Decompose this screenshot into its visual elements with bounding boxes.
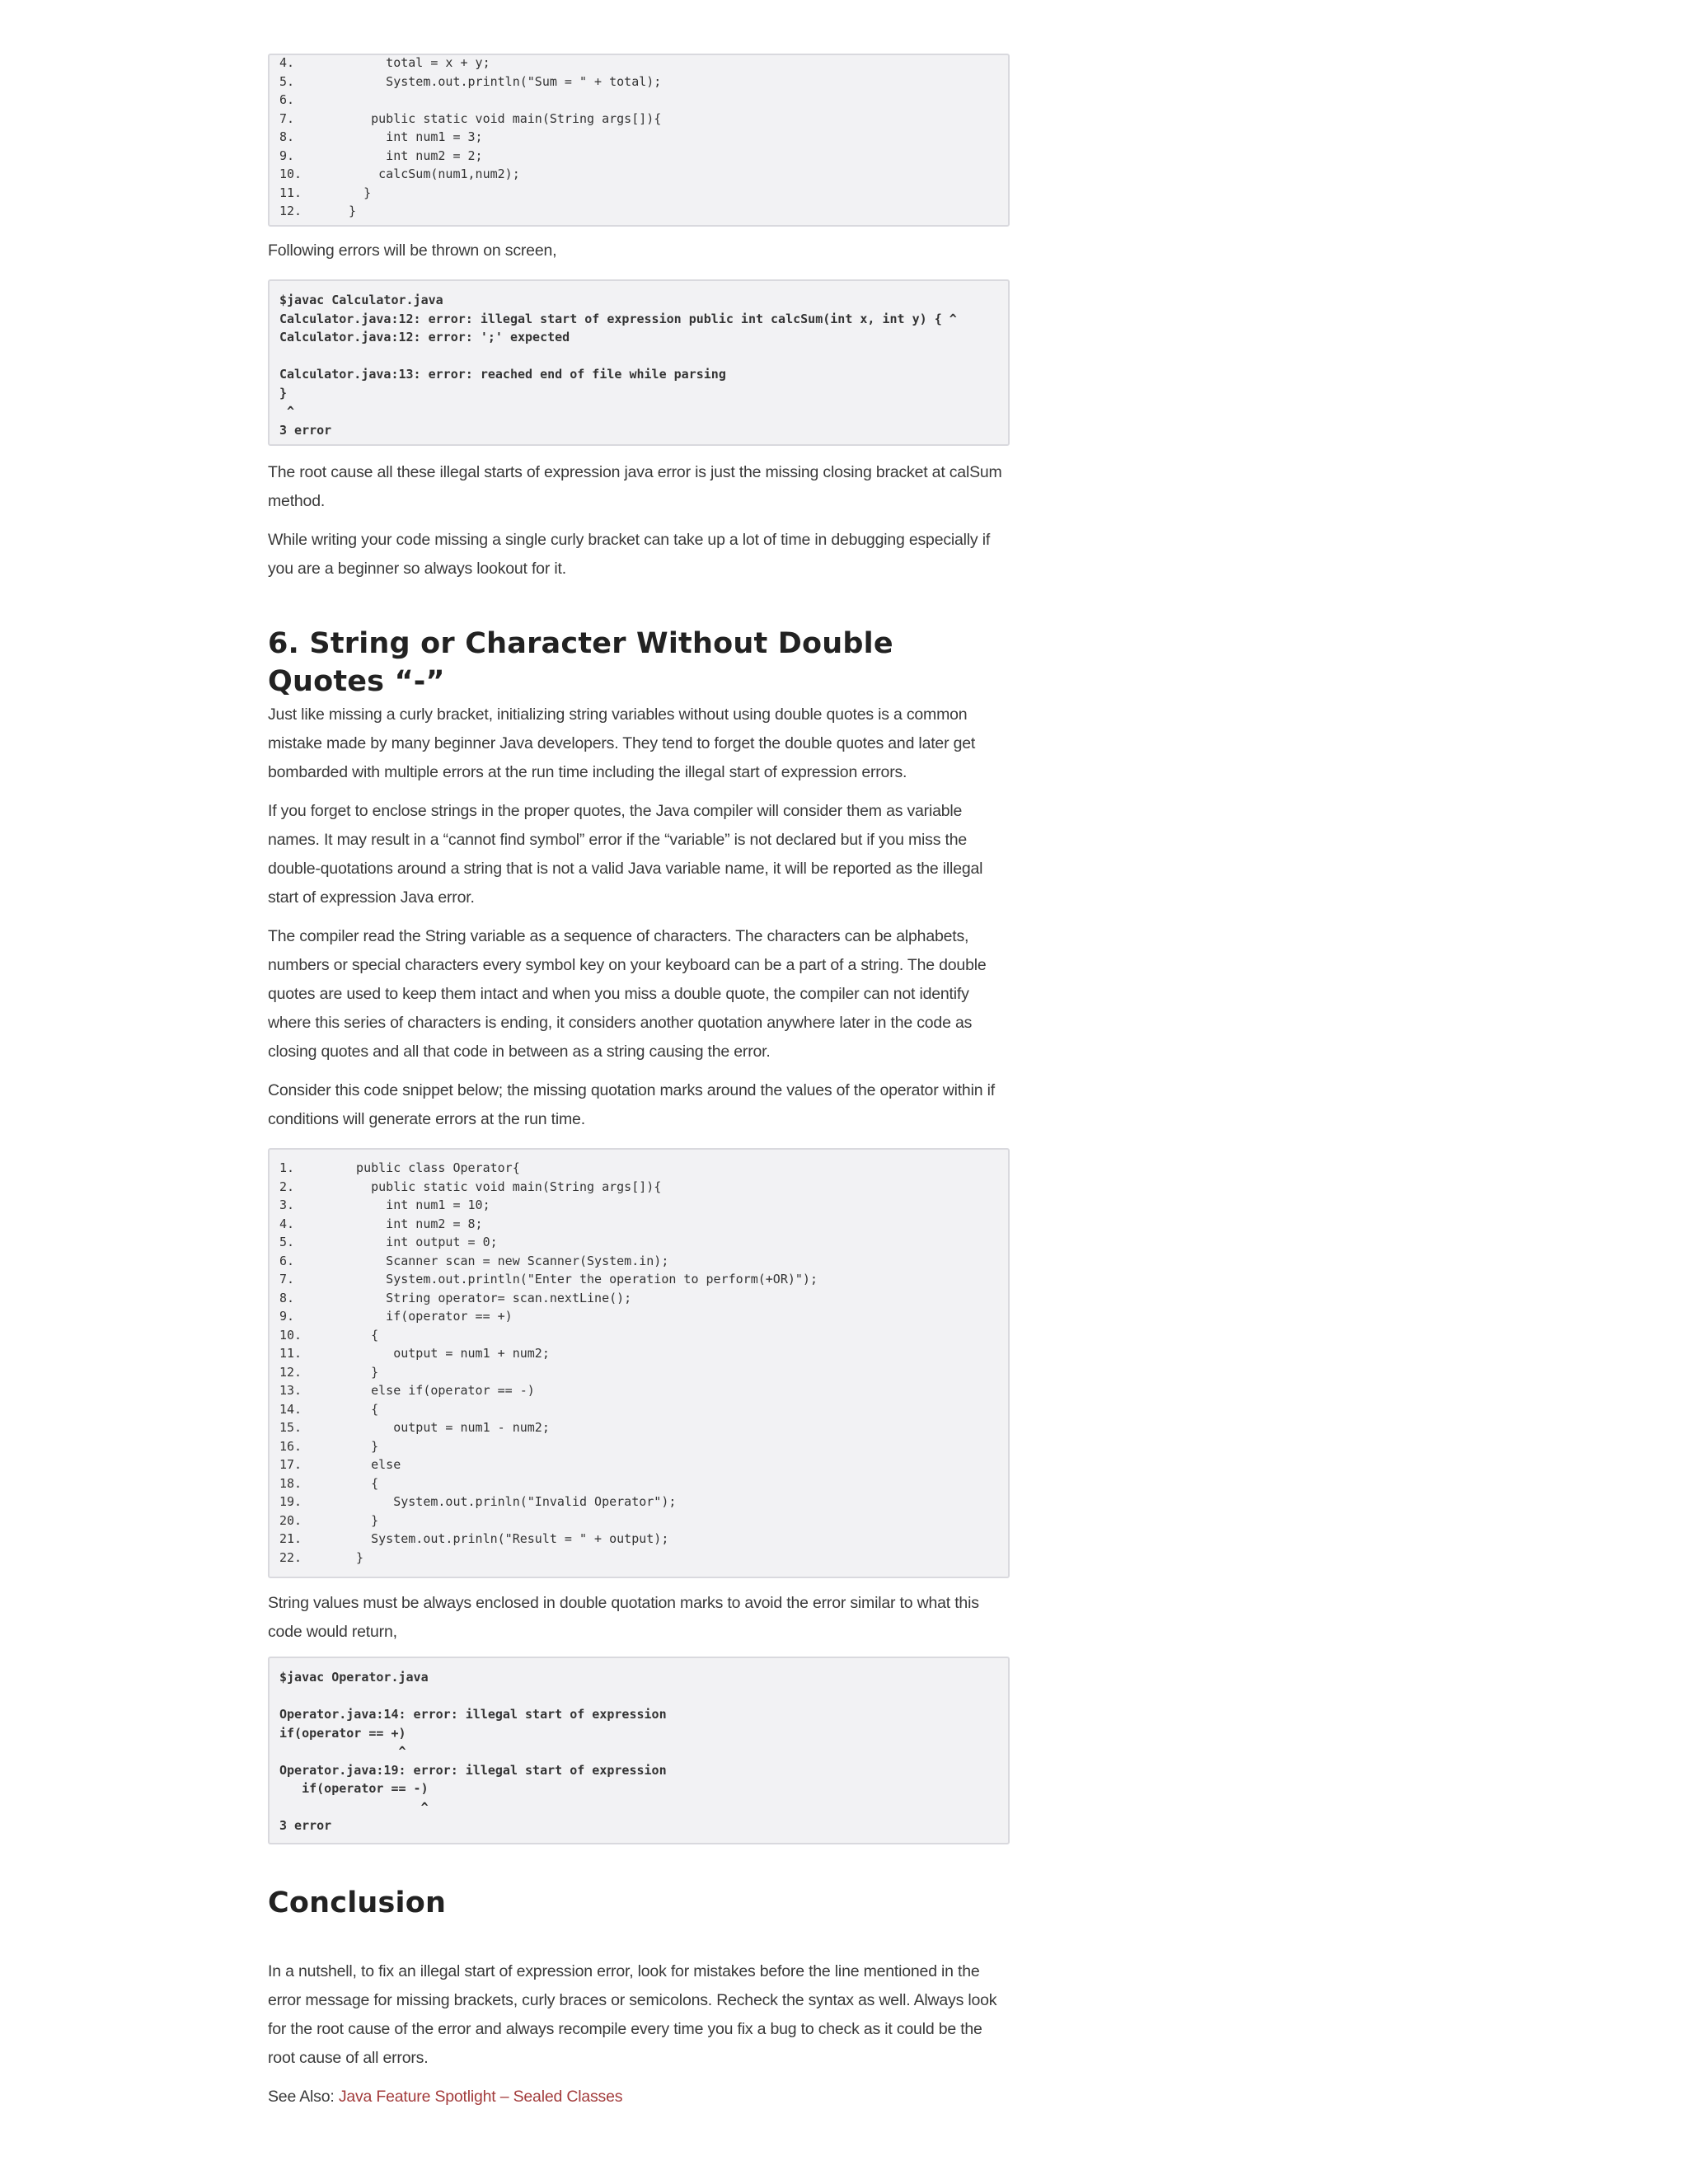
code-text: int num1 = 10; xyxy=(341,1197,490,1212)
code-line xyxy=(279,147,661,166)
line-number: 13. xyxy=(279,1383,302,1398)
see-also xyxy=(268,2083,1010,2111)
code-text: else if(operator == -) xyxy=(341,1383,535,1398)
code-line xyxy=(279,1363,818,1382)
line-number: 3. xyxy=(279,1197,295,1212)
code-line xyxy=(279,1400,818,1419)
code-line xyxy=(279,1159,818,1178)
line-number: 7. xyxy=(279,1272,295,1286)
code-line xyxy=(279,1215,818,1234)
paragraph-string-values: String values must be always enclosed in double quotation marks to avoid the error similar to what this code would return, xyxy=(268,1594,979,1641)
code-line xyxy=(279,110,661,129)
code-line xyxy=(279,1493,818,1511)
code-text: } xyxy=(341,1512,379,1528)
line-number: 14. xyxy=(279,1401,302,1417)
code-text: System.out.println("Sum = " + total); xyxy=(341,73,662,89)
line-number: 9. xyxy=(279,1309,295,1324)
output-line: if(operator == +) xyxy=(279,1725,406,1741)
code-text: if(operator == +) xyxy=(341,1309,513,1324)
line-number: 22. xyxy=(279,1549,302,1565)
output-line: Calculator.java:12: error: illegal start of expression public int calcSum(int x, int y) { ^ xyxy=(279,311,957,326)
code-text: output = num1 - num2; xyxy=(341,1420,550,1435)
code-line xyxy=(279,165,661,184)
output-line: 3 error xyxy=(279,1818,332,1833)
code-text: } xyxy=(341,1438,379,1454)
line-number: 7. xyxy=(279,110,295,126)
code-line xyxy=(279,202,661,221)
paragraph-string-2: If you forget to enclose strings in the proper quotes, the Java compiler will consider them as variable names. It may result in a “cannot find symbol” error if the “variable” is not declared but if you miss the double-quotations around a string that is not a valid Java variable name, it will be reported as the illegal start of expression Java error. xyxy=(268,802,983,907)
code-line xyxy=(279,73,661,91)
line-number: 4. xyxy=(279,1216,295,1231)
paragraph-string-3: The compiler read the String variable as a sequence of characters. The characters can be alphabets, numbers or special characters every symbol key on your keyboard can be a part of a string. The double quotes are used to keep them intact and when you miss a double quote, the compiler can not identify where this series of characters is ending, it considers another quotation anywhere later in the code as closing quotes and all that code in between as a string causing the error. xyxy=(268,927,987,1061)
compiler-output-calculator xyxy=(268,279,1010,446)
section-heading-string-quotes: 6. String or Character Without Double Quotes “-” xyxy=(268,627,893,698)
code-text: public class Operator{ xyxy=(341,1160,520,1175)
line-number: 5. xyxy=(279,1235,295,1249)
paragraph-curly-bracket: While writing your code missing a single curly bracket can take up a lot of time in debugging especially if you are a beginner so always lookout for it. xyxy=(268,531,991,578)
code-line xyxy=(279,1437,818,1456)
code-text: } xyxy=(341,1549,364,1565)
line-number: 9. xyxy=(279,148,295,163)
code-line xyxy=(279,1289,818,1308)
see-also-link-sealed-classes[interactable]: Java Feature Spotlight – Sealed Classes xyxy=(338,2088,623,2106)
output-line: $javac Operator.java xyxy=(279,1670,429,1685)
output-line xyxy=(279,1687,667,1706)
output-line: Calculator.java:13: error: reached end of file while parsing xyxy=(279,367,726,382)
code-line xyxy=(279,1307,818,1326)
code-text: { xyxy=(341,1401,379,1417)
code-text: output = num1 + num2; xyxy=(341,1346,550,1361)
code-line xyxy=(279,1474,818,1493)
code-text: int num1 = 3; xyxy=(341,129,483,144)
code-text: Scanner scan = new Scanner(System.in); xyxy=(341,1253,669,1268)
line-number: 15. xyxy=(279,1420,302,1435)
output-line: $javac Calculator.java xyxy=(279,293,443,307)
line-number: 8. xyxy=(279,1290,295,1305)
code-text: System.out.prinln("Invalid Operator"); xyxy=(341,1494,677,1509)
code-text: else xyxy=(341,1457,401,1472)
output-line: } xyxy=(279,385,288,401)
code-text: calcSum(num1,num2); xyxy=(341,166,520,181)
paragraph-string-1: Just like missing a curly bracket, initializing string variables without using double quotes is a common mistake made by many beginner Java developers. They tend to forget the double quotes and later get bombarded with multiple errors at the run time including the illegal start of expression errors. xyxy=(268,705,976,781)
output-line: Calculator.java:12: error: ';' expected xyxy=(279,330,570,344)
output-line xyxy=(279,347,957,366)
code-line xyxy=(279,1196,818,1215)
code-text: int output = 0; xyxy=(341,1235,498,1249)
code-text: public static void main(String args[]){ xyxy=(341,110,662,126)
code-block-operator xyxy=(268,1148,1010,1578)
code-line xyxy=(279,1252,818,1271)
output-line: Operator.java:19: error: illegal start of expression xyxy=(279,1762,667,1778)
code-line xyxy=(279,1233,818,1252)
paragraph-string-4: Consider this code snippet below; the missing quotation marks around the values of the operator within if conditions will generate errors at the run time. xyxy=(268,1081,995,1128)
output-line: ^ xyxy=(279,1744,406,1759)
line-number: 12. xyxy=(279,204,302,218)
line-number: 2. xyxy=(279,1179,295,1194)
line-number: 5. xyxy=(279,73,295,89)
code-line xyxy=(279,1418,818,1437)
line-number: 10. xyxy=(279,166,302,181)
line-number: 8. xyxy=(279,129,295,144)
line-number: 16. xyxy=(279,1438,302,1454)
line-number: 17. xyxy=(279,1457,302,1472)
output-line: 3 error xyxy=(279,422,332,438)
code-line xyxy=(279,91,661,110)
code-text: public static void main(String args[]){ xyxy=(341,1179,662,1194)
line-number: 1. xyxy=(279,1160,295,1175)
line-number: 21. xyxy=(279,1531,302,1546)
line-number: 10. xyxy=(279,1327,302,1343)
line-number: 11. xyxy=(279,1346,302,1361)
code-text: { xyxy=(341,1327,379,1343)
code-line xyxy=(279,54,661,73)
code-text: } xyxy=(341,185,372,200)
code-line xyxy=(279,1344,818,1363)
code-line xyxy=(279,1549,818,1568)
code-line xyxy=(279,1381,818,1400)
code-line xyxy=(279,128,661,147)
line-number: 18. xyxy=(279,1475,302,1491)
code-text: int num2 = 8; xyxy=(341,1216,483,1231)
code-text: { xyxy=(341,1475,379,1491)
paragraph-root-cause: The root cause all these illegal starts of expression java error is just the missing closing bracket at calSum method. xyxy=(268,463,1002,510)
line-number: 6. xyxy=(279,92,295,107)
code-line xyxy=(279,1270,818,1289)
code-text: total = x + y; xyxy=(341,55,490,70)
code-text: } xyxy=(341,1364,379,1380)
output-line: if(operator == -) xyxy=(279,1781,429,1796)
compiler-output-operator xyxy=(268,1657,1010,1844)
output-line: Operator.java:14: error: illegal start of expression xyxy=(279,1707,667,1722)
code-line xyxy=(279,1178,818,1197)
code-line xyxy=(279,1455,818,1474)
code-text: System.out.println("Enter the operation to perform(+OR)"); xyxy=(341,1272,818,1286)
line-number: 19. xyxy=(279,1494,302,1509)
paragraph-conclusion: In a nutshell, to fix an illegal start of expression error, look for mistakes before the line mentioned in the error message for missing brackets, curly braces or semicolons. Recheck the syntax as well. Always look for the root cause of the error and always recompile every time you fix a bug to check as it could be the root cause of all errors. xyxy=(268,1962,997,2067)
line-number: 6. xyxy=(279,1253,295,1268)
code-text: } xyxy=(341,204,357,218)
output-line: ^ xyxy=(279,404,295,419)
line-number: 11. xyxy=(279,185,302,200)
line-number: 4. xyxy=(279,55,295,70)
section-heading-conclusion: Conclusion xyxy=(268,1886,447,1919)
code-line xyxy=(279,184,661,203)
code-text: int num2 = 2; xyxy=(341,148,483,163)
line-number: 20. xyxy=(279,1512,302,1528)
code-block-calculator xyxy=(268,54,1010,227)
code-line xyxy=(279,1511,818,1530)
code-line xyxy=(279,1530,818,1549)
paragraph-errors-intro: Following errors will be thrown on screen, xyxy=(268,241,557,260)
output-line: ^ xyxy=(279,1799,429,1815)
code-text: System.out.prinln("Result = " + output); xyxy=(341,1531,669,1546)
line-number: 12. xyxy=(279,1364,302,1380)
code-line xyxy=(279,1326,818,1345)
see-also-label: See Also: xyxy=(268,2088,339,2106)
code-text: String operator= scan.nextLine(); xyxy=(341,1290,632,1305)
